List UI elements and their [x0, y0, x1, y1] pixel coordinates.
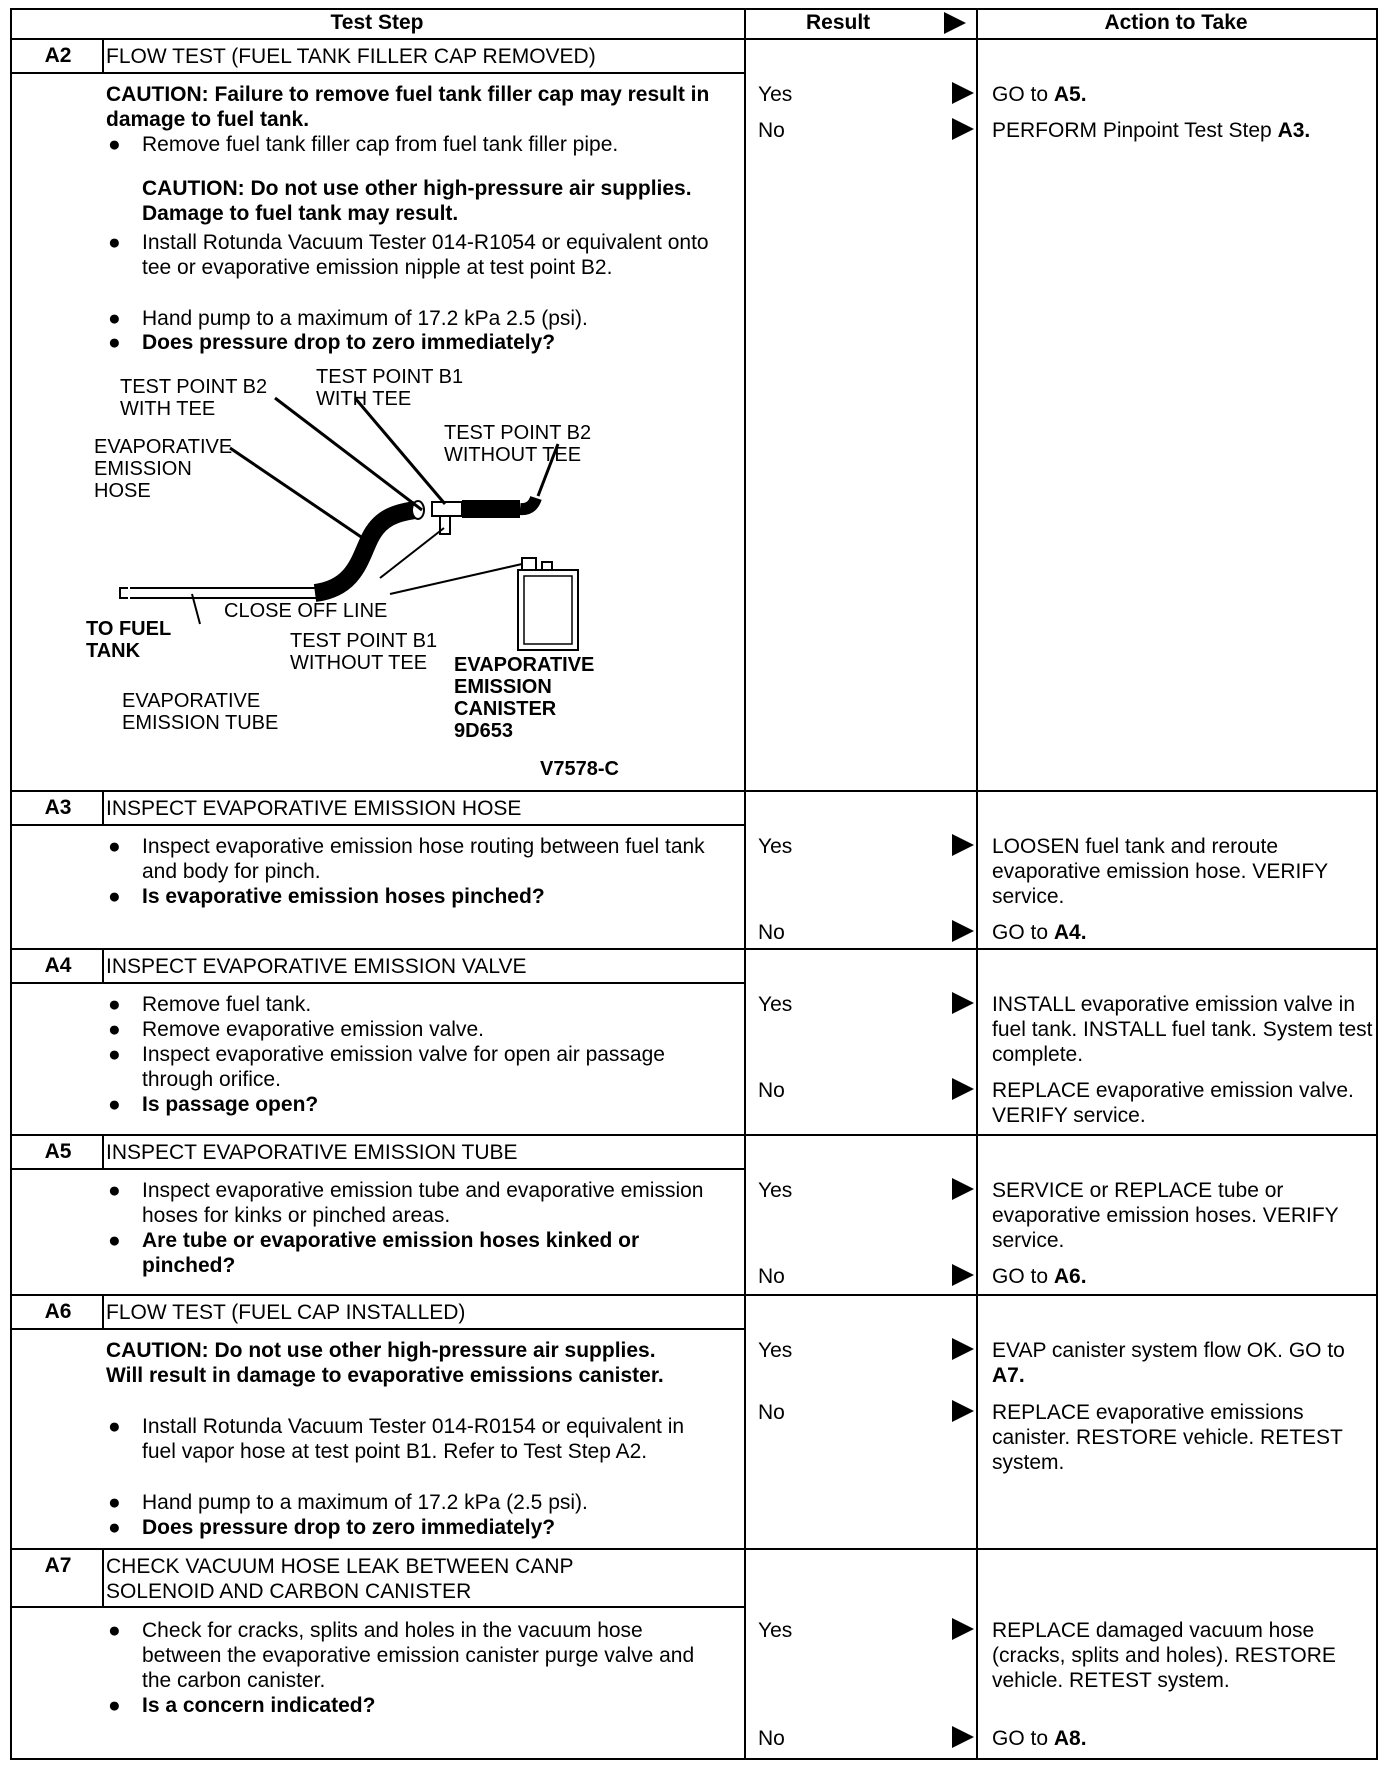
a2-bullet-2: ● Install Rotunda Vacuum Tester 014-R1054 or equivalent onto tee or evaporative emission nipple at test point B2. [108, 231, 709, 279]
a3-no-action: GO to A4. [992, 921, 1087, 944]
label-evap-canister: EVAPORATIVE EMISSION CANISTER 9D653 [454, 654, 595, 742]
a7-bullet-1: ● Check for cracks, splits and holes in the vacuum hose between the evaporative emission canister purge valve and the carbon canister. [108, 1619, 695, 1692]
a6-title-divider [10, 1328, 744, 1330]
a2-result-yes: Yes [758, 83, 793, 106]
a2-code-divider [102, 38, 104, 74]
step-title-a7-line1: CHECK VACUUM HOSE LEAK BETWEEN CANP [106, 1555, 574, 1578]
a4-bullet-4: ● Is passage open? [108, 1093, 319, 1116]
header-result: Result [806, 11, 871, 34]
label-to-fuel-tank: TO FUEL TANK [86, 618, 172, 662]
evap-system-diagram [70, 366, 690, 780]
a5-no-action: GO to A6. [992, 1265, 1087, 1288]
a7-code-divider [102, 1548, 104, 1608]
a4-result-yes: Yes [758, 993, 793, 1016]
step-code-a4: A4 [44, 954, 72, 977]
header-arrow-icon [944, 12, 966, 34]
table-border-bottom [10, 1758, 1378, 1760]
a3-result-no: No [758, 921, 785, 944]
a6-bullet-2: ● Hand pump to a maximum of 17.2 kPa (2.5 psi). [108, 1491, 588, 1514]
step-title-a2: FLOW TEST (FUEL TANK FILLER CAP REMOVED) [106, 45, 596, 68]
column-divider-result [744, 8, 746, 1760]
a2-caution-1: CAUTION: Failure to remove fuel tank filler cap may result in damage to fuel tank. [106, 83, 710, 131]
step-title-a6: FLOW TEST (FUEL CAP INSTALLED) [106, 1301, 466, 1324]
step-code-a5: A5 [44, 1140, 72, 1163]
a2-yes-action: GO to A5. [992, 83, 1087, 106]
a6-yes-action: EVAP canister system flow OK. GO to A7. [992, 1339, 1345, 1387]
a3-bullet-2: ● Is evaporative emission hoses pinched? [108, 885, 545, 908]
a2-result-no: No [758, 119, 785, 142]
header-test-step: Test Step [330, 11, 424, 34]
a4-no-action: REPLACE evaporative emission valve. VERIFY service. [992, 1079, 1354, 1127]
step-code-a6: A6 [44, 1300, 72, 1323]
a3-code-divider [102, 790, 104, 826]
a4-bullet-1: ● Remove fuel tank. [108, 993, 312, 1016]
a4-result-no: No [758, 1079, 785, 1102]
a2-title-divider [10, 72, 744, 74]
label-evap-tube: EVAPORATIVE EMISSION TUBE [122, 690, 279, 734]
a6-bullet-1: ● Install Rotunda Vacuum Tester 014-R0154 or equivalent in fuel vapor hose at test point B1. Refer to Test Step A2. [108, 1415, 685, 1463]
a4-yes-arrow-icon [952, 992, 974, 1014]
a2-bottom-border [10, 790, 1378, 792]
a2-caution-2: CAUTION: Do not use other high-pressure air supplies. Damage to fuel tank may result. [142, 177, 692, 225]
a5-bullet-1: ● Inspect evaporative emission tube and evaporative emission hoses for kinks or pinched areas. [108, 1179, 704, 1227]
a6-no-arrow-icon [952, 1400, 974, 1422]
a7-yes-arrow-icon [952, 1618, 974, 1640]
step-title-a4: INSPECT EVAPORATIVE EMISSION VALVE [106, 955, 527, 978]
a2-bullet-3: ● Hand pump to a maximum of 17.2 kPa 2.5 (psi). [108, 307, 588, 330]
a7-yes-action: REPLACE damaged vacuum hose (cracks, splits and holes). RESTORE vehicle. RETEST system. [992, 1619, 1336, 1692]
a4-title-divider [10, 982, 744, 984]
a2-bullet-1: ● Remove fuel tank filler cap from fuel tank filler pipe. [108, 133, 619, 156]
label-tp-b2-without-tee: TEST POINT B2 WITHOUT TEE [444, 422, 592, 466]
a3-yes-action: LOOSEN fuel tank and reroute evaporative emission hose. VERIFY service. [992, 835, 1328, 908]
a6-result-yes: Yes [758, 1339, 793, 1362]
a6-caution: CAUTION: Do not use other high-pressure air supplies. Will result in damage to evaporative emissions canister. [106, 1339, 664, 1387]
step-title-a5: INSPECT EVAPORATIVE EMISSION TUBE [106, 1141, 518, 1164]
step-title-a7-line2: SOLENOID AND CARBON CANISTER [106, 1580, 472, 1603]
a4-bottom-border [10, 1134, 1378, 1136]
a3-no-arrow-icon [952, 920, 974, 942]
a3-result-yes: Yes [758, 835, 793, 858]
a3-yes-arrow-icon [952, 834, 974, 856]
header-divider [10, 38, 1378, 40]
a2-no-action: PERFORM Pinpoint Test Step A3. [992, 119, 1311, 142]
a4-bullet-3: ● Inspect evaporative emission valve for open air passage through orifice. [108, 1043, 665, 1091]
a5-no-arrow-icon [952, 1264, 974, 1286]
a6-bottom-border [10, 1548, 1378, 1550]
a7-result-no: No [758, 1727, 785, 1750]
a7-title-divider [10, 1606, 744, 1608]
a5-result-no: No [758, 1265, 785, 1288]
pinpoint-test-table [10, 8, 1378, 1760]
a5-bottom-border [10, 1294, 1378, 1296]
a7-no-arrow-icon [952, 1726, 974, 1748]
label-tp-b1-with-tee: TEST POINT B1 WITH TEE [316, 366, 464, 410]
a7-bullet-2: ● Is a concern indicated? [108, 1694, 376, 1717]
step-title-a3: INSPECT EVAPORATIVE EMISSION HOSE [106, 797, 522, 820]
a6-bullet-3: ● Does pressure drop to zero immediately? [108, 1516, 556, 1539]
a2-yes-arrow-icon [952, 82, 974, 104]
label-close-off-line: CLOSE OFF LINE [224, 600, 388, 622]
a2-no-arrow-icon [952, 118, 974, 140]
a7-no-action: GO to A8. [992, 1727, 1087, 1750]
step-code-a3: A3 [44, 796, 72, 819]
a4-code-divider [102, 948, 104, 984]
a7-result-yes: Yes [758, 1619, 793, 1642]
a5-bullet-2: ● Are tube or evaporative emission hoses kinked or pinched? [108, 1229, 640, 1277]
a5-result-yes: Yes [758, 1179, 793, 1202]
a6-yes-arrow-icon [952, 1338, 974, 1360]
a6-result-no: No [758, 1401, 785, 1424]
label-evap-hose: EVAPORATIVE EMISSION HOSE [94, 436, 233, 502]
label-tp-b2-with-tee: TEST POINT B2 WITH TEE [120, 376, 268, 420]
step-code-a7: A7 [44, 1554, 72, 1577]
column-divider-action [976, 8, 978, 1760]
a5-yes-arrow-icon [952, 1178, 974, 1200]
header-action: Action to Take [1104, 11, 1248, 34]
a5-title-divider [10, 1168, 744, 1170]
a4-bullet-2: ● Remove evaporative emission valve. [108, 1018, 484, 1041]
a6-no-action: REPLACE evaporative emissions canister. RESTORE vehicle. RETEST system. [992, 1401, 1343, 1474]
a5-yes-action: SERVICE or REPLACE tube or evaporative emission hoses. VERIFY service. [992, 1179, 1339, 1252]
a3-bullet-1: ● Inspect evaporative emission hose routing between fuel tank and body for pinch. [108, 835, 705, 883]
label-tp-b1-without-tee: TEST POINT B1 WITHOUT TEE [290, 630, 438, 674]
a6-code-divider [102, 1294, 104, 1330]
a5-code-divider [102, 1134, 104, 1170]
figure-id: V7578-C [540, 758, 619, 780]
a3-bottom-border [10, 948, 1378, 950]
a4-no-arrow-icon [952, 1078, 974, 1100]
a4-yes-action: INSTALL evaporative emission valve in fuel tank. INSTALL fuel tank. System test complete. [992, 993, 1373, 1066]
a2-bullet-4: ● Does pressure drop to zero immediately? [108, 331, 556, 354]
step-code-a2: A2 [44, 44, 72, 67]
a3-title-divider [10, 824, 744, 826]
table-border-left [10, 8, 12, 1760]
